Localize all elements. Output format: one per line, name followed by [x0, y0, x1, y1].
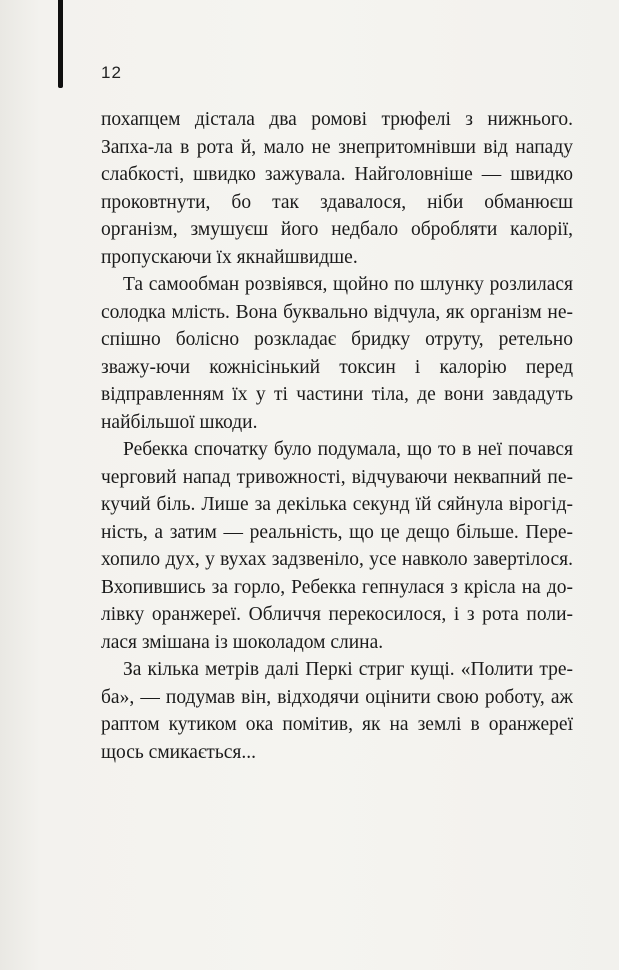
paragraph — [101, 656, 573, 766]
text-line: черговий напад тривожності, відчуваючи неквапний пе- — [101, 466, 573, 488]
text-line: лася змішана із шоколадом слина. — [101, 631, 384, 653]
text-line: швидко зажувала. Найголовніше — швидко проковтнути, — [101, 164, 574, 213]
page-number: 12 — [101, 63, 122, 82]
text-line: Та самообман розвіявся, щойно по шлунку розлилася — [123, 274, 573, 295]
text-line: кучий біль. Лише за декілька секунд їй сяйнула вірогід- — [101, 494, 573, 515]
paragraph — [101, 436, 573, 656]
text-line: хопило дух, у вухах задзвеніло, усе навколо завертілося. — [101, 549, 573, 570]
text-line: Ребекка спочатку було подумала, що то в неї почався — [123, 439, 573, 460]
text-line: щось смикається... — [101, 741, 256, 763]
text-line: солодка млість. Вона буквально відчула, як організм не- — [101, 301, 573, 323]
text-line: ба», — подумав він, відходячи оцінити свою роботу, аж — [101, 686, 573, 708]
text-line: лівку оранжереї. Обличчя перекосилося, і з рота поли- — [101, 604, 573, 625]
text-line: ність, а затим — реальність, що це дещо більше. Пере- — [101, 521, 573, 543]
binding-edge-mark — [58, 0, 63, 88]
text-line: За кілька метрів далі Перкі стриг кущі. «Полити тре- — [123, 659, 573, 680]
text-line: бо так здавалося, ніби обманюєш організм, змушуєш його — [101, 191, 574, 240]
paragraph — [101, 271, 573, 436]
text-line: недбало обробляти калорії, пропускаючи їх якнайшвидше. — [101, 219, 574, 268]
text-line: раптом кутиком ока помітив, як на землі в оранжереї — [101, 714, 573, 735]
body-text — [101, 106, 573, 766]
paragraph — [101, 106, 573, 271]
text-line: спішно болісно розкладає бридку отруту, ретельно зважу- — [101, 329, 573, 378]
text-line: ючи кожнісінький токсин і калорію перед відправленням — [101, 356, 573, 405]
text-line: ла в рота й, мало не знепритомнівши від нападу слабкості, — [101, 136, 573, 185]
text-line: похапцем дістала два ромові трюфелі з нижнього. Запха- — [101, 109, 573, 158]
text-line: Вхопившись за горло, Ребекка гепнулася з крісла на до- — [101, 576, 573, 598]
text-line: їх у ті частини тіла, де вони завдадуть найбільшої шкоди. — [101, 384, 573, 433]
